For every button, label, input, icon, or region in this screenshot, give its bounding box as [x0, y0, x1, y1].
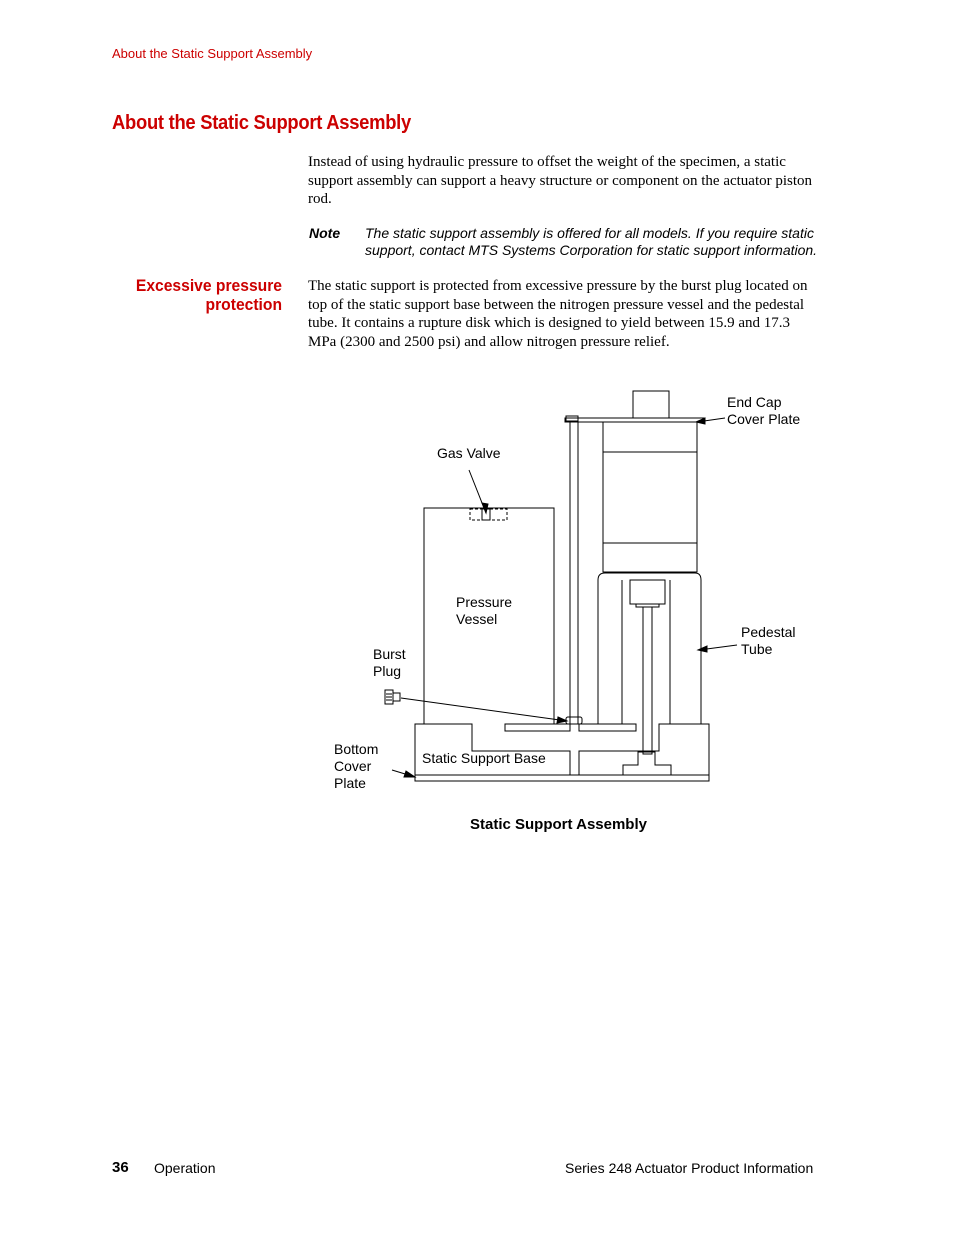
label-pressure-vessel: Pressure Vessel	[456, 594, 513, 627]
tie-rod	[570, 421, 578, 724]
protection-paragraph: The static support is protected from excessive pressure by the burst plug located on top of the static support base between the nitrogen pressure vessel and the pedestal tube. It contains a rupture disk which is designed to yield between 15.9 and 17.3 MPa (2300 and 2500 psi) and allow nitrogen pressure relief.	[308, 278, 808, 351]
footer-title: Series 248 Actuator Product Information	[565, 1160, 814, 1176]
bottom-cover-plate	[415, 775, 709, 781]
label-pedestal-tube: Pedestal Tube	[741, 624, 796, 657]
label-end-cap-cover-plate: End Cap Cover Plate	[727, 394, 801, 427]
cylinder	[603, 422, 697, 572]
running-head: About the Static Support Assembly	[112, 46, 313, 61]
intro-paragraph: Instead of using hydraulic pressure to offset the weight of the specimen, a static support assembly can support a heavy structure or component on the actuator piston rod.	[308, 154, 813, 208]
pedestal-tube	[598, 573, 701, 724]
label-burst-plug: Burst Plug	[373, 646, 406, 679]
note-label: Note	[309, 225, 341, 241]
piston-rod	[643, 607, 652, 754]
page-title: About the Static Support Assembly	[112, 112, 411, 134]
gas-valve	[470, 509, 507, 520]
label-bottom-cover-plate: Bottom Cover Plate	[334, 741, 379, 791]
figure-caption: Static Support Assembly	[470, 816, 647, 833]
section-heading: Excessive pressure protection	[135, 276, 282, 314]
end-cap-cover-plate	[565, 418, 704, 422]
note-text: The static support assembly is offered for all models. If you require static support, contact MTS Systems Corporation for static support information.	[365, 225, 818, 258]
page-number: 36	[112, 1159, 129, 1176]
footer-section: Operation	[154, 1160, 216, 1176]
label-static-support-base: Static Support Base	[422, 750, 546, 766]
label-gas-valve: Gas Valve	[437, 445, 501, 461]
